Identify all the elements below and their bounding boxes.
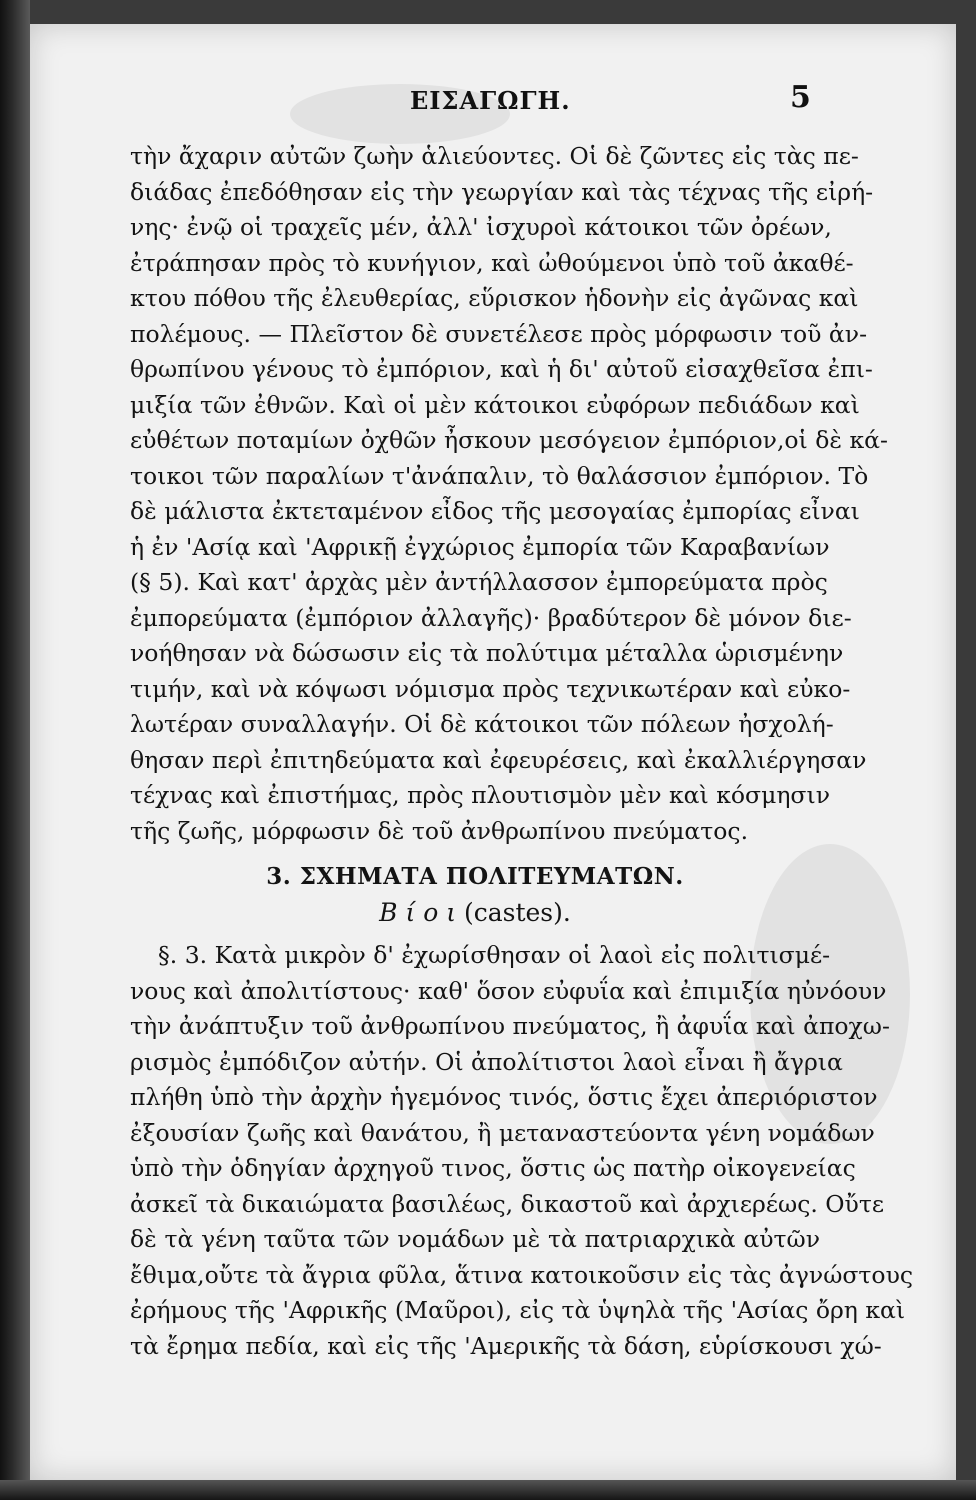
text-line: (§ 5). Καὶ κατ' ἀρχὰς μὲν ἀντήλλασσον ἐμπορεύματα πρὸς xyxy=(130,568,828,596)
text-line: ἐμπορεύματα (ἐμπόριον ἀλλαγῆς)· βραδύτερον δὲ μόνον διε- xyxy=(130,603,852,632)
text-line: δὲ τὰ γένη ταῦτα τῶν νομάδων μὲ τὰ πατριαρχικὰ αὐτῶν xyxy=(130,1225,820,1253)
section-heading: 3. ΣΧΗΜΑΤΑ ΠΟΛΙΤΕΥΜΑΤΩΝ. xyxy=(266,863,684,890)
subheading-latin: (castes). xyxy=(463,897,571,927)
text-line: ἐξουσίαν ζωῆς καὶ θανάτου, ἢ μεταναστεύοντα γένη νομάδων xyxy=(130,1118,875,1147)
book-page xyxy=(30,24,956,1480)
text-line: θρωπίνου γένους τὸ ἐμπόριον, καὶ ἡ δι' αὐτοῦ εἰσαχθεῖσα ἐπι- xyxy=(130,355,873,383)
text-line: ἀσκεῖ τὰ δικαιώματα βασιλέως, δικαστοῦ καὶ ἀρχιερέως. Οὔτε xyxy=(130,1189,885,1218)
text-line: μιξία τῶν ἐθνῶν. Καὶ οἱ μὲν κάτοικοι εὐφόρων πεδιάδων καὶ xyxy=(130,390,860,419)
text-line: δὲ μάλιστα ἐκτεταμένον εἶδος τῆς μεσογαίας ἐμπορίας εἶναι xyxy=(130,497,860,525)
text-line: νοήθησαν νὰ δώσωσιν εἰς τὰ πολύτιμα μέταλλα ὡρισμένην xyxy=(130,639,844,667)
text-line: ἡ ἐν 'Ασίᾳ καὶ 'Αφρικῇ ἐγχώριος ἐμπορία τῶν Καραβανίων xyxy=(130,532,830,561)
text-line: τὴν ἄχαριν αὐτῶν ζωὴν ἁλιεύοντες. Οἱ δὲ ζῶντες εἰς τὰς πε- xyxy=(130,142,859,170)
paragraph-1 xyxy=(130,139,888,849)
running-title: ΕΙΣΑΓΩΓΗ. xyxy=(410,86,571,115)
scan-bottom-edge xyxy=(0,1480,976,1500)
text-line: πλήθη ὑπὸ τὴν ἀρχὴν ἡγεμόνος τινός, ὅστις ἔχει ἀπεριόριστον xyxy=(130,1083,878,1111)
text-line: ἔθιμα,οὔτε τὰ ἄγρια φῦλα, ἅτινα κατοικοῦσιν εἰς τὰς ἀγνώστους xyxy=(130,1260,914,1289)
page-header xyxy=(30,80,956,126)
scan-left-edge xyxy=(0,0,30,1500)
subheading-greek: Β ί ο ι xyxy=(379,897,457,927)
page-number: 5 xyxy=(790,80,811,115)
text-line: εὐθέτων ποταμίων ὀχθῶν ἦσκουν μεσόγειον ἐμπόριον,οἱ δὲ κά- xyxy=(130,426,888,454)
text-line: ρισμὸς ἐμπόδιζον αὐτήν. Οἱ ἀπολίτιστοι λαοὶ εἶναι ἢ ἄγρια xyxy=(130,1047,843,1076)
text-line: τιμήν, καὶ νὰ κόψωσι νόμισμα πρὸς τεχνικωτέραν καὶ εὐκο- xyxy=(130,674,851,703)
text-line: τὰ ἔρημα πεδία, καὶ εἰς τῆς 'Αμερικῆς τὰ δάση, εὑρίσκουσι χώ- xyxy=(130,1331,882,1360)
text-line: §. 3. Κατὰ μικρὸν δ' ἐχωρίσθησαν οἱ λαοὶ εἰς πολιτισμέ- xyxy=(158,941,831,969)
text-line: τέχνας καὶ ἐπιστήμας, πρὸς πλουτισμὸν μὲν καὶ κόσμησιν xyxy=(130,781,830,809)
text-line: τοικοι τῶν παραλίων τ'ἀνάπαλιν, τὸ θαλάσσιον ἐμπόριον. Τὸ xyxy=(130,461,869,490)
text-line: τῆς ζωῆς, μόρφωσιν δὲ τοῦ ἀνθρωπίνου πνεύματος. xyxy=(130,816,749,845)
text-line: ἐρήμους τῆς 'Αφρικῆς (Μαῦροι), εἰς τὰ ὑψηλὰ τῆς 'Ασίας ὄρη καὶ xyxy=(130,1296,906,1324)
paragraph-2 xyxy=(130,938,914,1364)
text-line: ἐτράπησαν πρὸς τὸ κυνήγιον, καὶ ὠθούμενοι ὑπὸ τοῦ ἀκαθέ- xyxy=(130,248,854,277)
text-line: νους καὶ ἀπολιτίστους· καθ' ὅσον εὐφυΐα καὶ ἐπιμιξία ηὐνόουν xyxy=(130,976,887,1005)
text-line: τὴν ἀνάπτυξιν τοῦ ἀνθρωπίνου πνεύματος, ἢ ἀφυΐα καὶ ἀποχω- xyxy=(130,1012,890,1040)
text-line: νης· ἐνῷ οἱ τραχεῖς μέν, ἀλλ' ἰσχυροὶ κάτοικοι τῶν ὀρέων, xyxy=(130,213,832,241)
section-subheading xyxy=(130,895,820,931)
text-line: λωτέραν συναλλαγήν. Οἱ δὲ κάτοικοι τῶν πόλεων ἠσχολή- xyxy=(130,710,834,738)
text-line: κτου πόθου τῆς ἐλευθερίας, εὕρισκον ἡδονὴν εἰς ἀγῶνας καὶ xyxy=(130,284,859,312)
text-line: ὑπὸ τὴν ὁδηγίαν ἀρχηγοῦ τινος, ὅστις ὡς πατὴρ οἰκογενείας xyxy=(130,1154,856,1182)
text-line: διάδας ἐπεδόθησαν εἰς τὴν γεωργίαν καὶ τὰς τέχνας τῆς εἰρή- xyxy=(130,177,874,206)
body-text xyxy=(130,139,914,1364)
text-line: πολέμους. — Πλεῖστον δὲ συνετέλεσε πρὸς μόρφωσιν τοῦ ἀν- xyxy=(130,319,868,348)
text-line: θησαν περὶ ἐπιτηδεύματα καὶ ἐφευρέσεις, καὶ ἐκαλλιέργησαν xyxy=(130,745,867,774)
